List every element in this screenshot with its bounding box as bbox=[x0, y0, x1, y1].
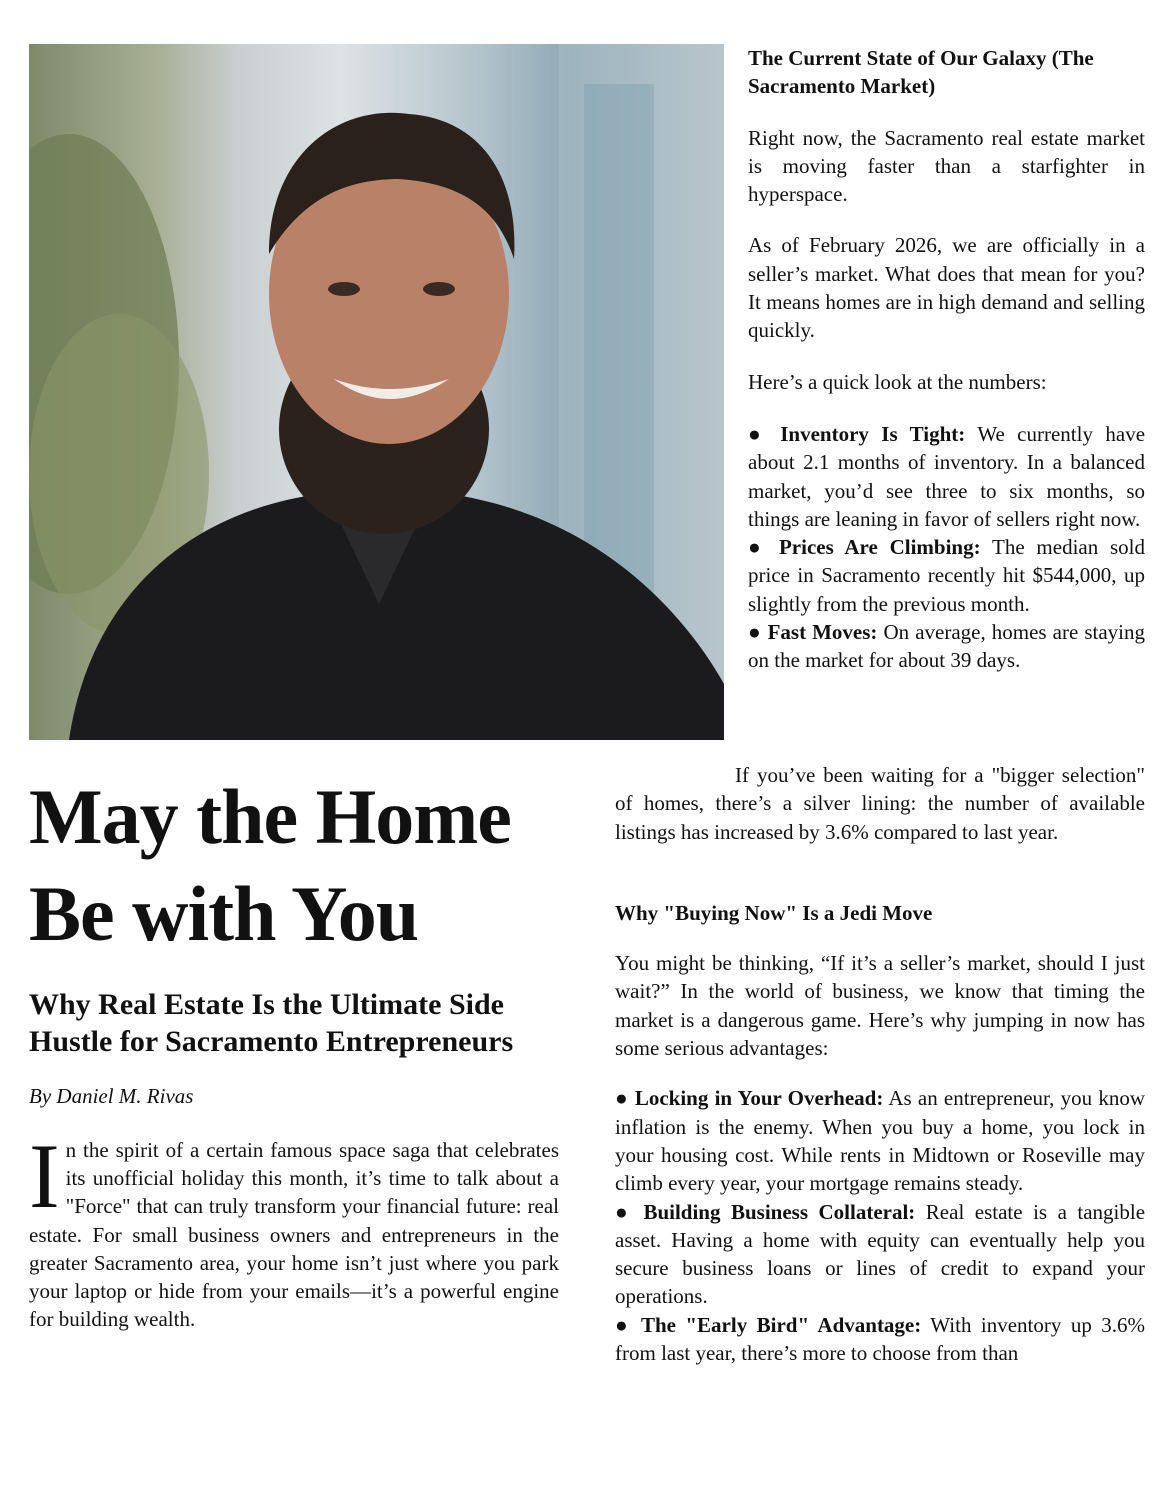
bullet-icon: ● bbox=[748, 620, 762, 645]
list-item bbox=[615, 1084, 1145, 1197]
list-item bbox=[615, 1311, 1145, 1368]
portrait-illustration bbox=[29, 44, 724, 740]
bullet-icon: ● bbox=[748, 421, 768, 446]
advantages-list bbox=[615, 1084, 1145, 1367]
author-photo bbox=[29, 44, 724, 740]
listings-paragraph: If you’ve been waiting for a "bigger selection" of homes, there’s a silver lining: the number of available listings has increased by 3.6% compared to last year. bbox=[615, 763, 1145, 844]
bullet-icon: ● bbox=[615, 1086, 629, 1111]
bullet-label: The "Early Bird" Advantage: bbox=[640, 1312, 922, 1337]
bullet-text: As an entrepreneur, you know inflation is the enemy. When you buy a home, you lock in your housing cost. While rents in Midtown or Roseville may climb every year, your mortgage remains steady. bbox=[615, 1086, 1145, 1196]
bullet-label: Prices Are Climbing: bbox=[778, 535, 981, 560]
bullet-label: Locking in Your Overhead: bbox=[634, 1086, 884, 1111]
list-item bbox=[748, 533, 1145, 618]
buying-section bbox=[615, 761, 1145, 1367]
list-item bbox=[615, 1198, 1145, 1311]
bullet-label: Building Business Collateral: bbox=[643, 1199, 916, 1224]
bullet-label: Inventory Is Tight: bbox=[780, 421, 966, 446]
list-item bbox=[748, 420, 1145, 533]
bullet-icon: ● bbox=[748, 535, 768, 560]
buying-paragraph: You might be thinking, “If it’s a seller’s market, should I just wait?” In the world of business, we know that timing the market is a dangerous game. Here’s why jumping in now has some serious advantages: bbox=[615, 951, 1145, 1061]
bullet-text: On average, homes are staying on the market for about 39 days. bbox=[748, 620, 1146, 673]
headline-line-2: Be with You bbox=[29, 870, 419, 957]
article-subhead: Why Real Estate Is the Ultimate Side Hustle for Sacramento Entrepreneurs bbox=[29, 988, 514, 1058]
section-title-market: The Current State of Our Galaxy (The Sacramento Market) bbox=[748, 46, 1094, 99]
intro-text: n the spirit of a certain famous space saga that celebrates its unofficial holiday this month, it’s time to talk about a "Force" that can truly transform your financial future: real estate. For small business owners and entrepreneurs in the greater Sacramento area, your home isn’t just where you park your laptop or hide from your emails—it’s a powerful engine for building wealth. bbox=[29, 1138, 559, 1332]
market-section bbox=[748, 44, 1145, 675]
bullet-text: The median sold price in Sacramento recently hit $544,000, up slightly from the previous month. bbox=[748, 535, 1145, 616]
market-paragraph-2: As of February 2026, we are officially in a seller’s market. What does that mean for you? It means homes are in high demand and selling quickly. bbox=[748, 233, 1145, 343]
bullet-text: With inventory up 3.6% from last year, there’s more to choose from than bbox=[615, 1312, 1145, 1366]
drop-cap: I bbox=[29, 1125, 60, 1227]
bullet-text: We currently have about 2.1 months of inventory. In a balanced market, you’d see three to six months, so things are leaning in favor of sellers right now. bbox=[748, 421, 1146, 531]
bullet-label: Fast Moves: bbox=[767, 620, 878, 645]
headline-line-1: May the Home bbox=[29, 773, 511, 860]
bullet-icon: ● bbox=[615, 1312, 632, 1337]
byline: By Daniel M. Rivas bbox=[29, 1084, 194, 1108]
market-stats-list bbox=[748, 420, 1145, 675]
intro-paragraph bbox=[29, 1125, 559, 1333]
article-headline bbox=[29, 768, 589, 962]
list-item bbox=[748, 618, 1145, 675]
section-title-buying: Why "Buying Now" Is a Jedi Move bbox=[615, 900, 933, 925]
bullet-text: Real estate is a tangible asset. Having a home with equity can eventually help you secure business loans or lines of credit to expand your operations. bbox=[615, 1199, 1146, 1309]
market-paragraph-1: Right now, the Sacramento real estate market is moving faster than a starfighter in hyperspace. bbox=[748, 125, 1145, 207]
market-paragraph-3: Here’s a quick look at the numbers: bbox=[748, 369, 1047, 394]
bullet-icon: ● bbox=[615, 1199, 633, 1224]
